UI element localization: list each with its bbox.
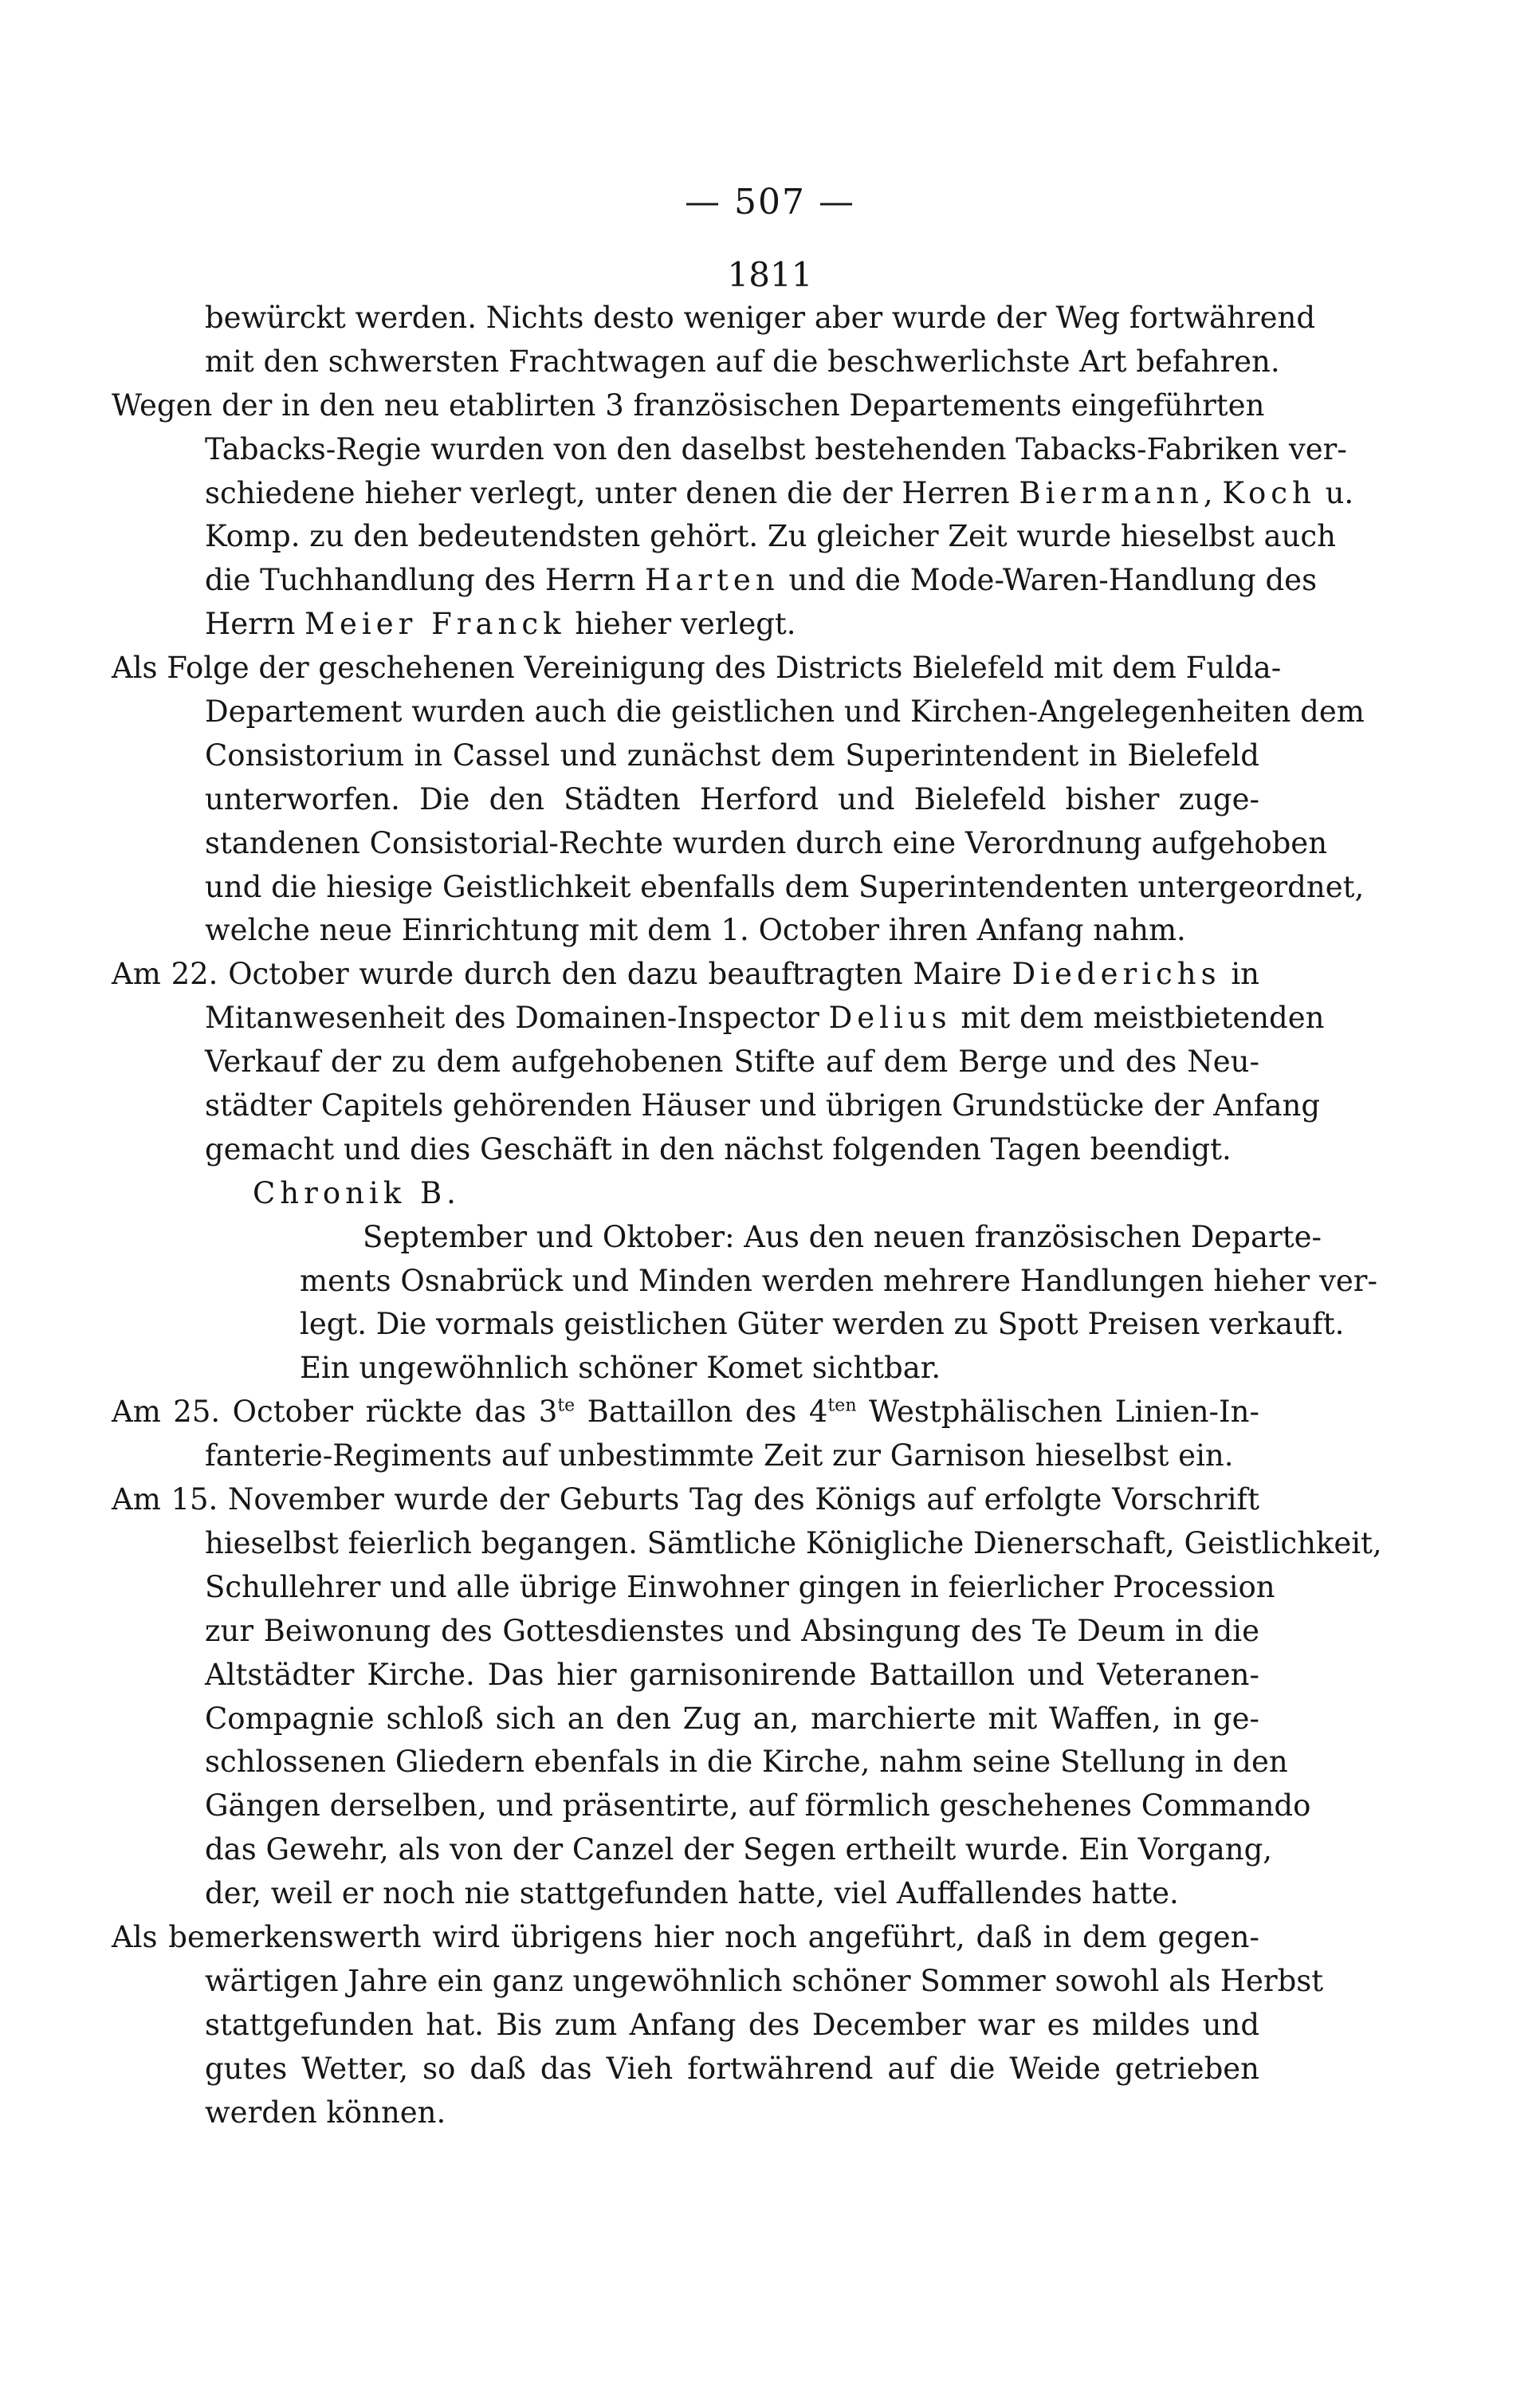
- text-line: die Tuchhandlung des Herrn Harten und die Mode-Waren-Handlung des: [205, 563, 1318, 598]
- person-name: Delius: [828, 1001, 952, 1036]
- text-line: und die hiesige Geistlichkeit ebenfalls dem Superintendenten untergeordnet,: [205, 869, 1365, 904]
- text-line: Tabacks-Regie wurden von den daselbst bestehenden Tabacks-Fabriken ver-: [205, 431, 1347, 466]
- chronicle-text: [112, 297, 1382, 2134]
- text-line: stattgefunden hat. Bis zum Anfang des December war es mildes und: [205, 2007, 1259, 2042]
- text-line: schlossenen Gliedern ebenfals in die Kirche, nahm seine Stellung in den: [205, 1745, 1288, 1780]
- text-line: Am 25. October rückte das $3^{te}$ Battaillon des $4^{ten}$ Westphälischen Linien-In-: [112, 1395, 1259, 1430]
- text-line: zur Beiwonung des Gottesdienstes und Absingung des Te Deum in die: [205, 1613, 1259, 1648]
- person-name: Harten: [645, 563, 780, 598]
- text-line: unterworfen. Die den Städten Herford und Bielefeld bisher zuge-: [205, 781, 1259, 816]
- person-name: Biermann: [1019, 475, 1204, 510]
- text-line: Ein ungewöhnlich schöner Komet sichtbar.: [300, 1351, 941, 1386]
- text-line: werden können.: [205, 2095, 446, 2130]
- text-line: wärtigen Jahre ein ganz ungewöhnlich schöner Sommer sowohl als Herbst: [205, 1963, 1324, 1998]
- text-line: hieselbst feierlich begangen. Sämtliche Königliche Dienerschaft, Geistlichkeit,: [205, 1525, 1382, 1560]
- person-name: Koch: [1222, 475, 1316, 510]
- text-line: Herrn Meier Franck hieher verlegt.: [205, 607, 796, 642]
- text-line: fanterie-Regiments auf unbestimmte Zeit zur Garnison hieselbst ein.: [205, 1438, 1234, 1473]
- text-line: Am 15. November wurde der Geburts Tag des Königs auf erfolgte Vorschrift: [112, 1482, 1259, 1517]
- text-line: Departement wurden auch die geistlichen und Kirchen-Angelegenheiten dem: [205, 694, 1365, 730]
- text-line: das Gewehr, als von der Canzel der Segen ertheilt wurde. Ein Vorgang,: [205, 1832, 1273, 1867]
- page-number: — 507 —: [685, 182, 855, 222]
- text-line: Wegen der in den neu etablirten 3 französischen Departements eingeführten: [112, 388, 1265, 423]
- text-line: mit den schwersten Frachtwagen auf die beschwerlichste Art befahren.: [205, 344, 1280, 379]
- text-line: Compagnie schloß sich an den Zug an, marchierte mit Waffen, in ge-: [205, 1701, 1259, 1736]
- text-line: welche neue Einrichtung mit dem 1. October ihren Anfang nahm.: [205, 913, 1186, 948]
- text-line: legt. Die vormals geistlichen Güter werden zu Spott Preisen verkauft.: [300, 1307, 1345, 1342]
- text-line: Schullehrer und alle übrige Einwohner gingen in feierlicher Procession: [205, 1569, 1275, 1604]
- year-heading: 1811: [727, 255, 813, 294]
- text-line: Als bemerkenswerth wird übrigens hier noch angeführt, daß in dem gegen-: [112, 1919, 1259, 1954]
- text-line: bewürckt werden. Nichts desto weniger aber wurde der Weg fortwährend: [205, 301, 1316, 335]
- text-line: der, weil er noch nie stattgefunden hatte, viel Auffallendes hatte.: [205, 1876, 1179, 1911]
- text-line: Mitanwesenheit des Domainen-Inspector Delius mit dem meistbietenden: [205, 1001, 1325, 1036]
- text-line: gutes Wetter, so daß das Vieh fortwährend auf die Weide getrieben: [205, 2051, 1259, 2086]
- text-line: Als Folge der geschehenen Vereinigung des Districts Bielefeld mit dem Fulda-: [112, 651, 1282, 686]
- text-line: schiedene hieher verlegt, unter denen die der Herren Biermann, Koch u.: [205, 475, 1354, 510]
- text-line: standenen Consistorial-Rechte wurden durch eine Verordnung aufgehoben: [205, 825, 1328, 860]
- text-line: September und Oktober: Aus den neuen französischen Departe-: [363, 1219, 1322, 1254]
- person-name: Meier Franck: [304, 607, 566, 642]
- text-line: gemacht und dies Geschäft in den nächst folgenden Tagen beendigt.: [205, 1131, 1232, 1166]
- chronicle-b-heading: Chronik B.: [253, 1175, 461, 1210]
- text-line: Altstädter Kirche. Das hier garnisonirende Battaillon und Veteranen-: [205, 1657, 1259, 1692]
- text-line: Gängen derselben, und präsentirte, auf förmlich geschehenes Commando: [205, 1788, 1311, 1824]
- text-line: Am 22. October wurde durch den dazu beauftragten Maire Diederichs in: [112, 957, 1259, 992]
- text-line: Verkauf der zu dem aufgehobenen Stifte auf dem Berge und des Neu-: [205, 1045, 1259, 1080]
- text-line: städter Capitels gehörenden Häuser und übrigen Grundstücke der Anfang: [205, 1088, 1321, 1123]
- text-line: Komp. zu den bedeutendsten gehört. Zu gleicher Zeit wurde hieselbst auch: [205, 519, 1336, 554]
- person-name: Diederichs: [1012, 957, 1221, 992]
- text-line: ments Osnabrück und Minden werden mehrere Handlungen hieher ver-: [300, 1263, 1377, 1298]
- text-line: Consistorium in Cassel und zunächst dem Superintendent in Bielefeld: [205, 738, 1259, 773]
